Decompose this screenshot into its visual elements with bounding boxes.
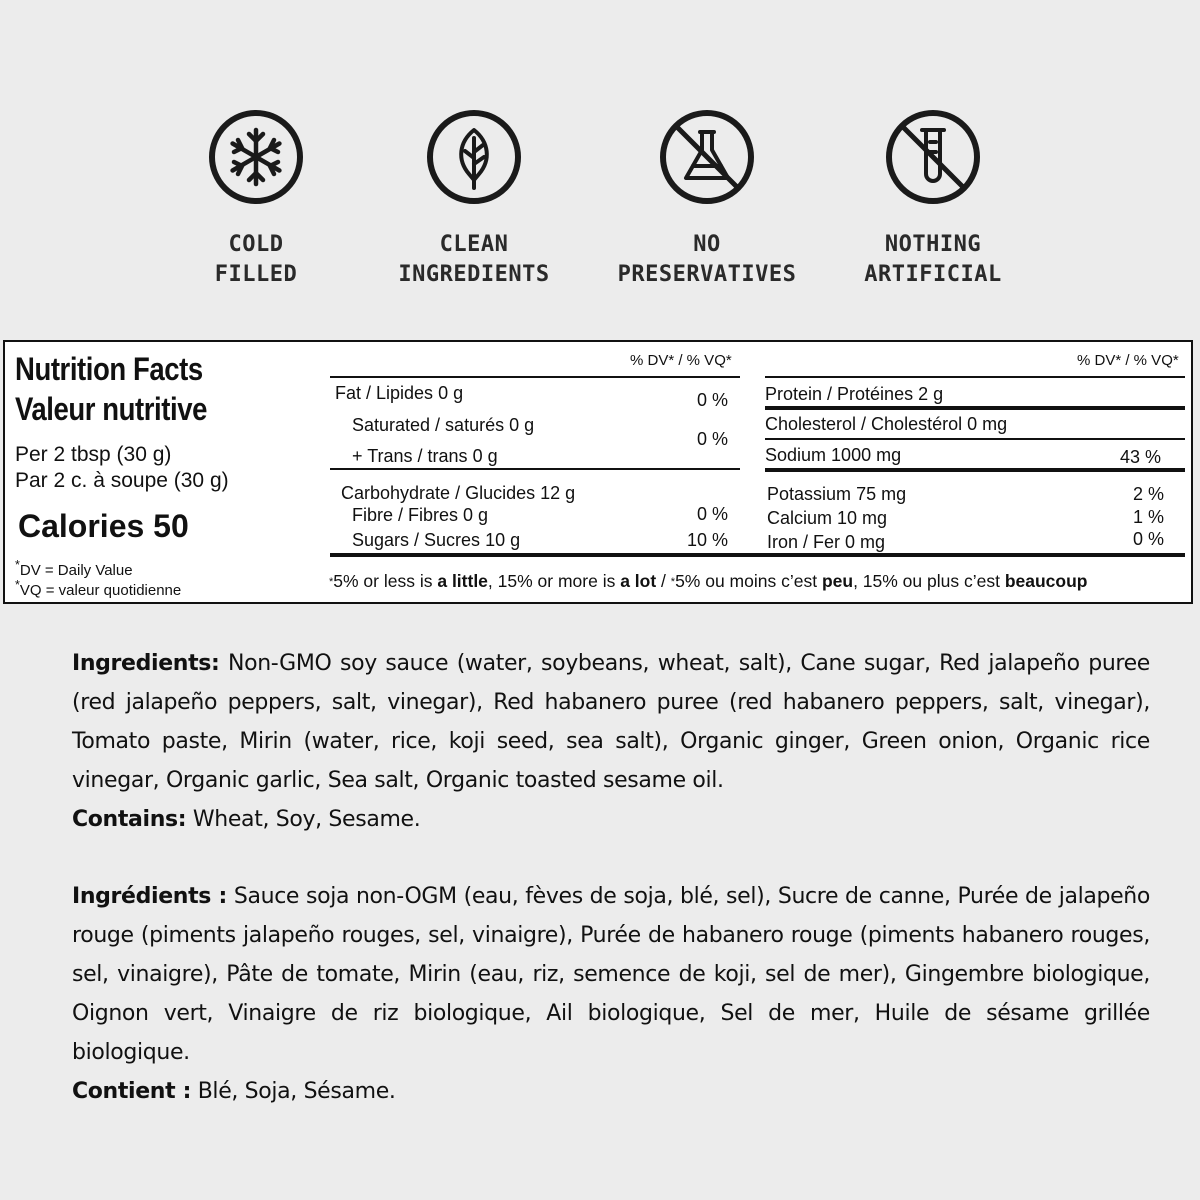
- ingredients-fr: [72, 877, 1150, 1111]
- badge-line: COLD: [228, 232, 284, 257]
- rule: [765, 438, 1185, 440]
- badge-line: FILLED: [214, 262, 298, 287]
- badge-line: PRESERVATIVES: [617, 262, 797, 287]
- potassium-label: Potassium: [767, 484, 852, 504]
- footnote-bold: a lot: [620, 571, 657, 591]
- trans-value: 0 g: [472, 446, 498, 466]
- protein-row: [765, 383, 943, 405]
- sugars-row: [352, 529, 520, 551]
- footnote-bold: peu: [821, 571, 854, 591]
- fibre-label: Fibre / Fibres: [352, 505, 459, 525]
- rule: [765, 376, 1185, 378]
- asterisk: *: [15, 558, 20, 572]
- rule: [330, 553, 1185, 557]
- nutrition-facts-panel: [3, 340, 1193, 604]
- rule: [330, 468, 740, 470]
- saturated-row: [352, 414, 534, 436]
- protein-value: 2 g: [918, 384, 944, 404]
- dv-header-left: % DV* / % VQ*: [630, 352, 732, 369]
- contains-en-label: Contains:: [72, 807, 187, 832]
- calcium-row: [767, 507, 887, 529]
- iron-row: [767, 531, 885, 553]
- iron-value: 0 mg: [845, 532, 886, 552]
- ingredients-en-label: Ingredients:: [72, 651, 220, 676]
- protein-label: Protein / Protéines: [765, 384, 914, 404]
- rule: [765, 468, 1185, 472]
- carbohydrate-value: 12 g: [540, 483, 576, 503]
- carbohydrate-label: Carbohydrate / Glucides: [341, 483, 536, 503]
- footnote-bold: beaucoup: [1004, 571, 1088, 591]
- cholesterol-value: 0 mg: [967, 414, 1008, 434]
- fibre-value: 0 g: [463, 505, 489, 525]
- badge-nothing-artificial: [813, 108, 1053, 290]
- sugars-dv: 10 %: [687, 530, 729, 550]
- rule: [765, 406, 1185, 410]
- no-test-tube-icon: [884, 108, 982, 206]
- ingredients-en: [72, 644, 1150, 839]
- serving-size-fr: Par 2 c. à soupe (30 g): [15, 469, 229, 492]
- calcium-label: Calcium: [767, 508, 833, 528]
- ingredients-fr-paragraph: [72, 877, 1150, 1072]
- fat-row: [335, 382, 463, 404]
- contains-fr-label: Contient :: [72, 1079, 192, 1104]
- footnote-bold: a little: [437, 571, 488, 591]
- dv-header-right: % DV* / % VQ*: [1077, 352, 1179, 369]
- rule: [330, 376, 740, 378]
- potassium-dv: 2 %: [1133, 484, 1165, 504]
- badge-line: NO: [693, 232, 721, 257]
- badge-cold-filled: [136, 108, 376, 290]
- ingredients-fr-label: Ingrédients :: [72, 884, 227, 909]
- saturated-value: 0 g: [509, 415, 535, 435]
- badge-no-preservatives: [587, 108, 827, 290]
- trans-row: [352, 445, 498, 467]
- contains-en: [72, 800, 1150, 839]
- footnote-text: /: [656, 571, 671, 591]
- nutrition-title-en: Nutrition Facts: [15, 351, 203, 387]
- potassium-row: [767, 483, 906, 505]
- badge-line: ARTIFICIAL: [864, 262, 1002, 287]
- badge-clean-ingredients: [354, 108, 594, 290]
- dv-note-text: DV = Daily Value: [19, 562, 133, 579]
- sugars-value: 10 g: [485, 530, 521, 550]
- cholesterol-label: Cholesterol / Cholestérol: [765, 414, 963, 434]
- fibre-row: [352, 504, 488, 526]
- footnote-star: *: [329, 576, 334, 588]
- sodium-row: [765, 444, 901, 466]
- sodium-value: 1000 mg: [831, 445, 902, 465]
- calcium-dv: 1 %: [1133, 507, 1165, 527]
- no-flask-icon: [658, 108, 756, 206]
- sodium-dv: 43 %: [1120, 447, 1162, 467]
- badge-line: CLEAN: [439, 232, 509, 257]
- fat-dv: 0 %: [697, 390, 729, 410]
- footnote-text: , 15% or more is: [487, 571, 621, 591]
- carbohydrate-row: [341, 482, 575, 504]
- fibre-dv: 0 %: [697, 504, 729, 524]
- ingredients-en-text: Non-GMO soy sauce (water, soybeans, wheat, salt), Cane sugar, Red jalapeño puree (red jalapeño peppers, salt, vinegar), Red habanero puree (red habanero peppers, salt, vinegar), Tomato paste, Mirin (water, rice, koji seed, sea salt), Organic ginger, Green onion, Organic rice vinegar, Organic garlic, Sea salt, Organic toasted sesame oil.: [72, 651, 1150, 793]
- footnote-text: , 15% ou plus c’est: [853, 571, 1005, 591]
- ingredients-en-paragraph: [72, 644, 1150, 800]
- calories: Calories 50: [18, 508, 189, 544]
- footnote-text: 5% or less is: [333, 571, 438, 591]
- dv-footnote: [329, 570, 1087, 593]
- fat-label: Fat / Lipides: [335, 383, 434, 403]
- ingredients-fr-text: Sauce soja non-OGM (eau, fèves de soja, blé, sel), Sucre de canne, Purée de jalapeño rouge (piments jalapeño rouges, sel, vinaigre), Purée de habanero rouge (piments habanero rouges, sel, vinaigre), Pâte de tomate, Mirin (eau, riz, semence de koji, sel de mer), Gingembre biologique, Oignon vert, Vinaigre de riz biologique, Ail biologique, Sel de mer, Huile de sésame grillée biologique.: [72, 884, 1150, 1065]
- potassium-value: 75 mg: [856, 484, 907, 504]
- contains-en-text: Wheat, Soy, Sesame.: [186, 807, 421, 832]
- sat-trans-dv: 0 %: [697, 429, 729, 449]
- asterisk: *: [15, 578, 20, 592]
- badge-line: INGREDIENTS: [398, 262, 550, 287]
- nutrition-title-fr: Valeur nutritive: [15, 391, 207, 427]
- calcium-value: 10 mg: [837, 508, 888, 528]
- footnote-star: *: [670, 576, 676, 588]
- sugars-label: Sugars / Sucres: [352, 530, 481, 550]
- sodium-label: Sodium: [765, 445, 827, 465]
- serving-size-en: Per 2 tbsp (30 g): [15, 443, 172, 466]
- badge-line: NOTHING: [884, 232, 982, 257]
- fat-value: 0 g: [438, 383, 464, 403]
- cholesterol-row: [765, 413, 1007, 435]
- leaf-icon: [425, 108, 523, 206]
- saturated-label: Saturated / saturés: [352, 415, 505, 435]
- iron-dv: 0 %: [1133, 529, 1165, 549]
- iron-label: Iron / Fer: [767, 532, 841, 552]
- trans-label: + Trans / trans: [352, 446, 468, 466]
- vq-note: [15, 576, 181, 600]
- footnote-text: 5% ou moins c’est: [675, 571, 822, 591]
- contains-fr-text: Blé, Soja, Sésame.: [191, 1079, 396, 1104]
- vq-note-text: VQ = valeur quotidienne: [19, 582, 182, 599]
- snowflake-icon: [207, 108, 305, 206]
- contains-fr: [72, 1072, 1150, 1111]
